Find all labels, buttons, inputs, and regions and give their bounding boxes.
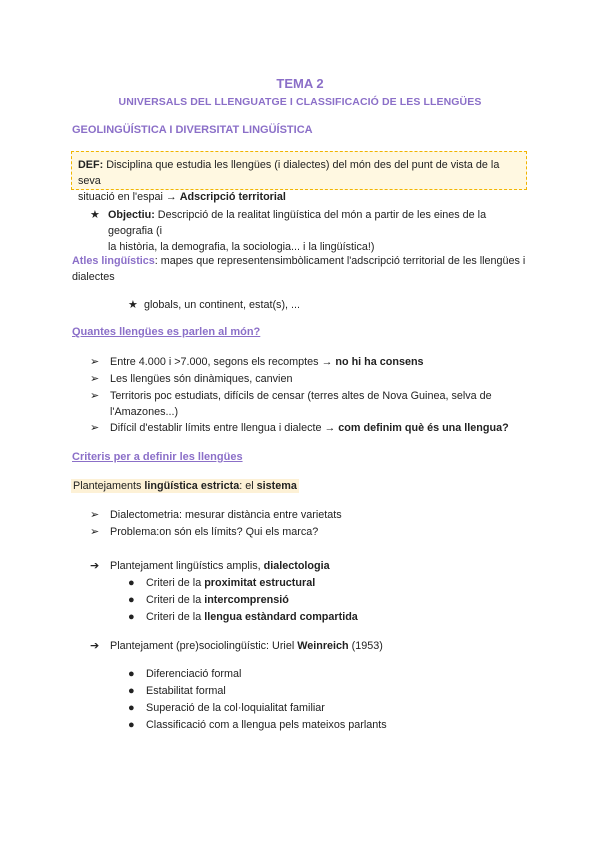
- atles-text-2: dialectes: [72, 271, 115, 283]
- dialecto-item-1: Dialectometria: mesurar distància entre varietats: [110, 509, 342, 521]
- socio-d3: Superació de la col·loquialitat familiar: [146, 702, 325, 714]
- dot-bullet-icon: ●: [128, 685, 135, 697]
- list-item: [90, 354, 530, 371]
- socio-text-b: Weinreich: [297, 640, 349, 652]
- def-text-2: situació en l'espai →: [78, 191, 180, 203]
- objectiu-text-2: la història, la demografia, la sociologia... i la lingüística!): [108, 241, 375, 253]
- def-label: DEF:: [78, 159, 104, 171]
- quantes-item-3-text-2: l'Amazones...): [110, 406, 179, 418]
- atles-star-item: [128, 297, 300, 313]
- list-item: [90, 371, 530, 388]
- objectiu-label: Objectiu:: [108, 209, 155, 221]
- def-bold: Adscripció territorial: [179, 191, 286, 203]
- star-bullet-icon: ★: [128, 299, 138, 311]
- amplis-text: Plantejament lingüístics amplis,: [110, 560, 264, 572]
- dot-bullet-icon: ●: [128, 594, 135, 606]
- plantejament-text-c: : el: [239, 480, 257, 492]
- quantes-list: [90, 354, 530, 437]
- dialecto-item-2: Problema:on són els límits? Qui els marca?: [110, 526, 319, 538]
- section-heading-criteris: Criteris per a definir les llengües: [72, 451, 243, 463]
- list-item: [90, 666, 530, 683]
- dot-bullet-icon: ●: [128, 668, 135, 680]
- star-bullet-icon: ★: [90, 209, 100, 221]
- amplis-bold: dialectologia: [263, 560, 330, 572]
- quantes-item-3-text-1: Territoris poc estudiats, difícils de censar (terres altes de Nova Guinea, selva de: [110, 390, 492, 402]
- page-title: TEMA 2: [276, 76, 324, 91]
- amplis-c1-text: Criteri de la: [146, 577, 205, 589]
- quantes-item-4-bold: com definim què és una llengua?: [338, 422, 509, 434]
- list-item: [90, 609, 530, 626]
- socio-list: [90, 666, 530, 734]
- dot-bullet-icon: ●: [128, 702, 135, 714]
- page-subtitle: UNIVERSALS DEL LLENGUATGE I CLASSIFICACIÓ DE LES LLENGÜES: [118, 96, 482, 108]
- list-item: [90, 507, 530, 524]
- socio-text-a: Plantejament (pre)sociolingüístic: Uriel: [110, 640, 298, 652]
- arrowhead-bullet-icon: ➢: [90, 356, 100, 368]
- atles-text-1: : mapes que representensimbòlicament l'adscripció territorial de les llengües i: [154, 255, 526, 267]
- list-item: [90, 524, 530, 541]
- section-heading-quantes: Quantes llengües es parlen al món?: [72, 326, 261, 338]
- socio-item: [90, 638, 530, 655]
- list-item: [90, 420, 530, 437]
- arrowhead-bullet-icon: ➢: [90, 509, 100, 521]
- definition-box: [71, 151, 527, 203]
- amplis-c2-bold: intercomprensió: [204, 594, 289, 606]
- def-text-1: Disciplina que estudia les llengües (i dialectes) del món des del punt de vista de la seva: [78, 159, 500, 187]
- quantes-item-1-bold: no hi ha consens: [335, 356, 424, 368]
- arrowhead-bullet-icon: ➢: [90, 422, 100, 434]
- arrow-bullet-icon: ➔: [90, 640, 100, 652]
- amplis-c3-bold: llengua estàndard compartida: [204, 611, 358, 623]
- quantes-item-2-text: Les llengües són dinàmiques, canvien: [110, 373, 293, 385]
- list-item: [90, 683, 530, 700]
- dot-bullet-icon: ●: [128, 611, 135, 623]
- arrow-bullet-icon: ➔: [90, 560, 100, 572]
- plantejament-text-a: Plantejaments: [73, 480, 145, 492]
- arrowhead-bullet-icon: ➢: [90, 526, 100, 538]
- atles-star-text: globals, un continent, estat(s), ...: [144, 299, 301, 311]
- arrowhead-bullet-icon: ➢: [90, 390, 100, 402]
- amplis-item: [90, 558, 530, 626]
- socio-d2: Estabilitat formal: [146, 685, 226, 697]
- list-item: [90, 575, 530, 592]
- atles-label: Atles lingüístics: [72, 255, 155, 267]
- objectiu-text-1: Descripció de la realitat lingüística del món a partir de les eines de la geografia (i: [108, 209, 487, 237]
- plantejament-text-b: lingüística estricta: [144, 480, 240, 492]
- section-heading-geolinguistica: GEOLINGÜÍSTICA I DIVERSITAT LINGÜÍSTICA: [72, 124, 313, 136]
- arrowhead-bullet-icon: ➢: [90, 373, 100, 385]
- dot-bullet-icon: ●: [128, 577, 135, 589]
- list-item: [90, 700, 530, 717]
- quantes-item-1-text: Entre 4.000 i >7.000, segons els recomptes →: [110, 356, 336, 368]
- list-item: [90, 388, 530, 420]
- objectiu-item: [90, 207, 530, 255]
- socio-d1: Diferenciació formal: [146, 668, 242, 680]
- list-item: [90, 717, 530, 734]
- dialectometria-list: [90, 507, 530, 541]
- quantes-item-4-text: Difícil d'establir límits entre llengua i dialecte →: [110, 422, 339, 434]
- amplis-c3-text: Criteri de la: [146, 611, 205, 623]
- socio-text-c: (1953): [348, 640, 383, 652]
- plantejament-estricta: [71, 478, 299, 494]
- amplis-c2-text: Criteri de la: [146, 594, 205, 606]
- list-item: [90, 592, 530, 609]
- plantejament-text-d: sistema: [256, 480, 297, 492]
- socio-d4: Classificació com a llengua pels mateixos parlants: [146, 719, 387, 731]
- dot-bullet-icon: ●: [128, 719, 135, 731]
- amplis-c1-bold: proximitat estructural: [204, 577, 316, 589]
- atles-paragraph: [72, 253, 532, 285]
